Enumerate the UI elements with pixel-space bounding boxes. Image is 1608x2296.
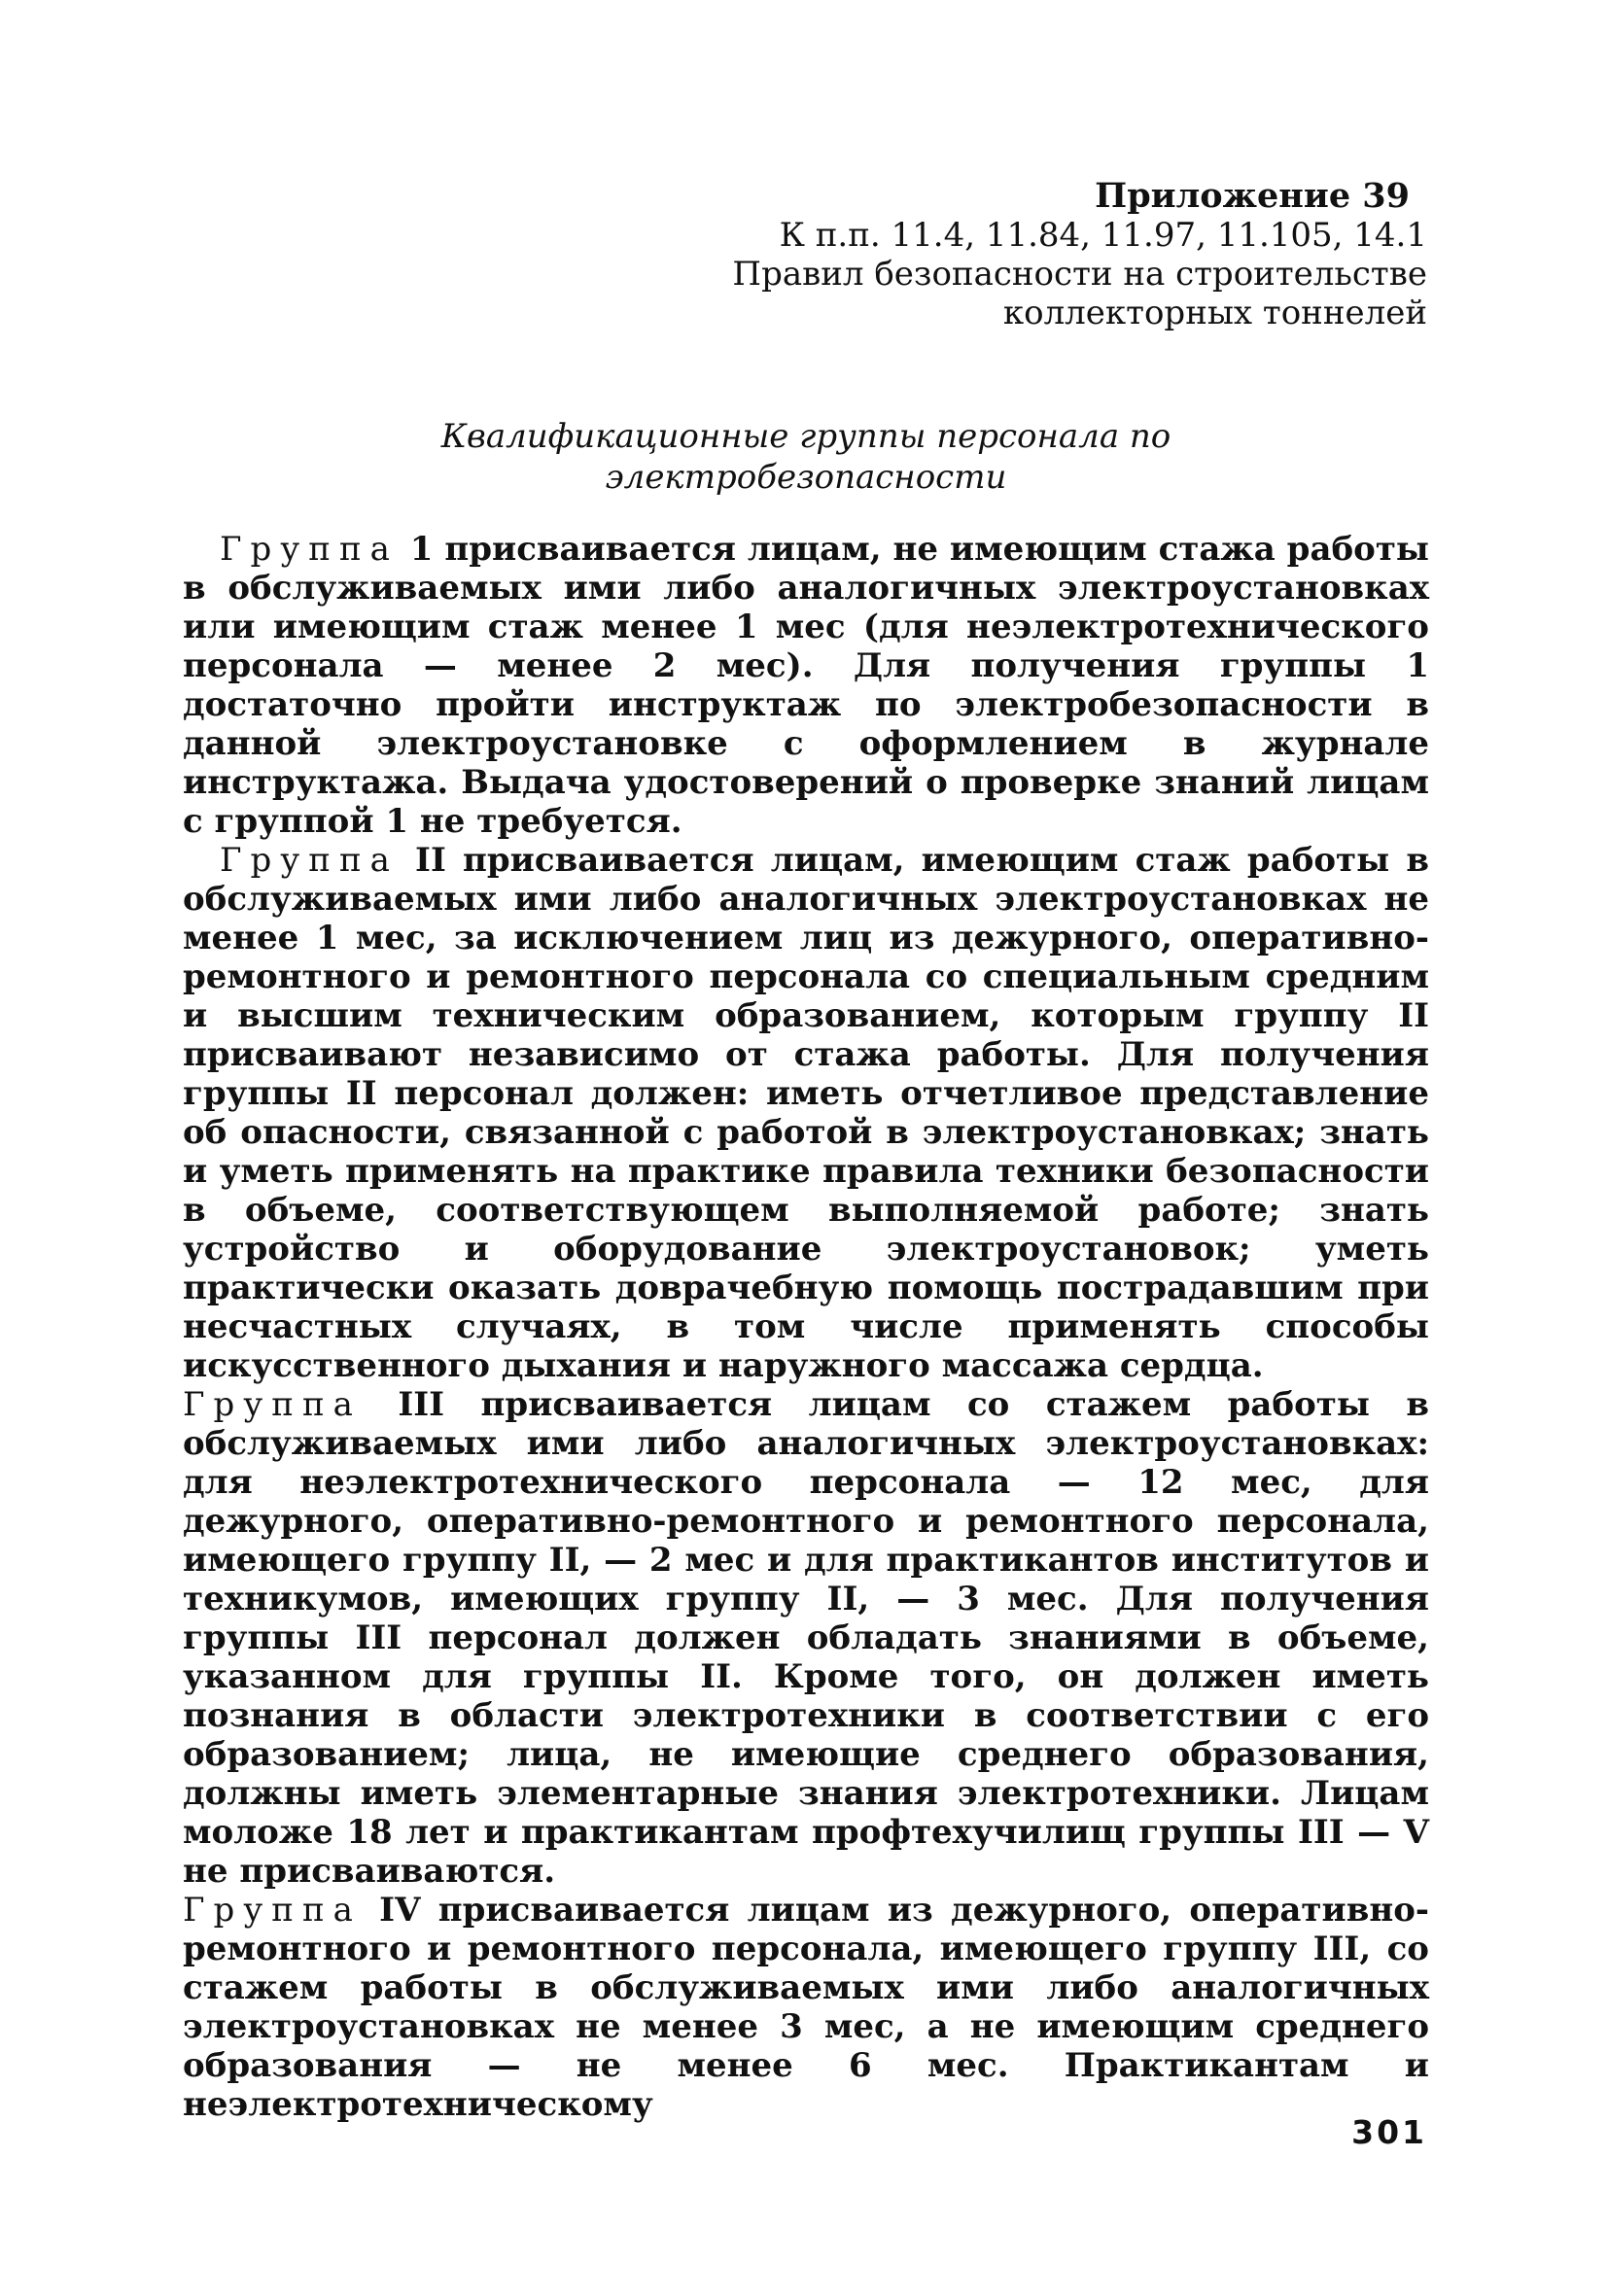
appendix-subject-line: коллекторных тоннелей [1002, 294, 1427, 332]
body-text [183, 530, 1429, 2124]
appendix-title: Приложение 39 [1095, 176, 1410, 216]
paragraph-text: II присваивается лицам, имеющим стаж работы в обслуживаемых ими либо аналогичных электроустановках не менее 1 мес, за исключением лиц из дежурного, оперативно-ремонтного и ремонтного персонала со специальным средним и высшим техническим образованием, которым группу II присваивают независимо от стажа работы. Для получения группы II персонал должен: иметь отчетливое представление об опасности, связанной с работой в электроустановках; знать и уметь применять на практике правила техники безопасности в объеме, соответствующем выполняемой работе; знать устройство и оборудование электроустановок; уметь практически оказать доврачебную помощь пострадавшим при несчастных случаях, в том числе применять способы искусственного дыхания и наружного массажа сердца. [183, 841, 1429, 1385]
paragraph-group-1 [183, 530, 1429, 841]
section-title-line: Квалификационные группы персонала по [440, 417, 1171, 456]
paragraph-group-4 [183, 1891, 1429, 2124]
paragraph-lead-word: Группа [220, 841, 399, 880]
section-title [185, 416, 1427, 498]
page-number: 301 [1351, 2113, 1427, 2151]
paragraph-lead-word: Группа [183, 1385, 362, 1424]
appendix-rules-line: Правил безопасности на строительстве [732, 255, 1427, 294]
paragraph-text: IV присваивается лицам из дежурного, оперативно-ремонтного и ремонтного персонала, имеющего группу III, со стажем работы в обслуживаемых ими либо аналогичных электроустановках не менее 3 мес, а не имеющим среднего образования — не менее 6 мес. Практикантам и неэлектротехническому [183, 1891, 1429, 2124]
paragraph-group-3 [183, 1385, 1429, 1891]
paragraph-lead-word: Группа [220, 530, 399, 569]
appendix-reference-line: К п.п. 11.4, 11.84, 11.97, 11.105, 14.1 [779, 216, 1427, 255]
paragraph-text: III присваивается лицам со стажем работы в обслуживаемых ими либо аналогичных электроустановках: для неэлектротехнического персонала — 12 мес, для дежурного, оперативно-ремонтного и ремонтного персонала, имеющего группу II, — 2 мес и для практикантов институтов и техникумов, имеющих группу II, — 3 мес. Для получения группы III персонал должен обладать знаниями в объеме, указанном для группы II. Кроме того, он должен иметь познания в области электротехники в соответствии с его образованием; лица, не имеющие среднего образования, должны иметь элементарные знания электротехники. Лицам моложе 18 лет и практикантам профтехучилищ группы III — V не присваиваются. [183, 1385, 1429, 1891]
paragraph-text: 1 присваивается лицам, не имеющим стажа работы в обслуживаемых ими либо аналогичных электроустановках или имеющим стаж менее 1 мес (для неэлектротехнического персонала — менее 2 мес). Для получения группы 1 достаточно пройти инструктаж по электробезопасности в данной электроустановке с оформлением в журнале инструктажа. Выдача удостоверений о проверке знаний лицам с группой 1 не требуется. [183, 530, 1429, 841]
appendix-header [732, 177, 1427, 332]
section-title-line: электробезопасности [605, 458, 1007, 497]
paragraph-group-2 [183, 841, 1429, 1385]
paragraph-lead-word: Группа [183, 1891, 362, 1930]
